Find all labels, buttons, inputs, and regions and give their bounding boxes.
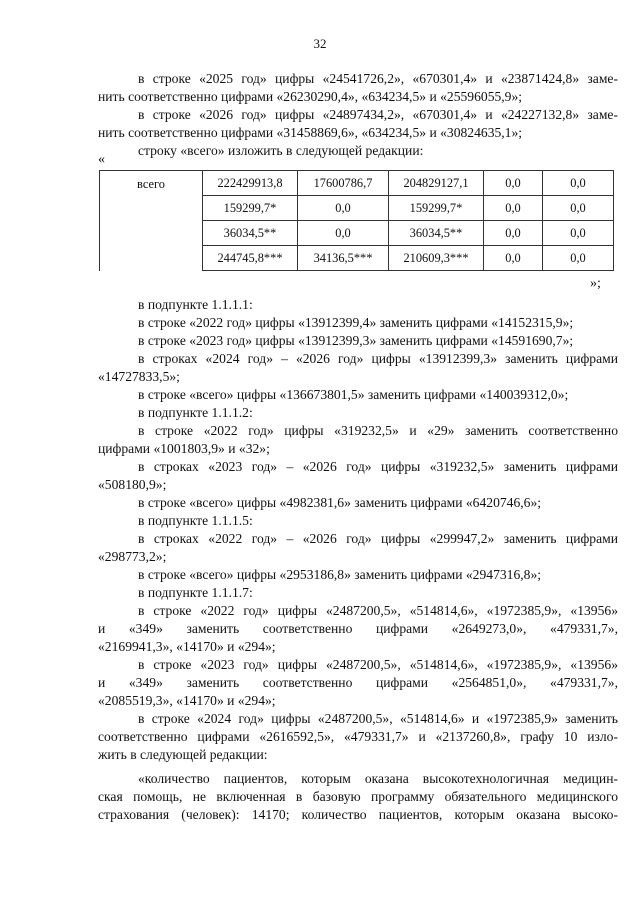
paragraph-line: «508180,9»; [98, 477, 167, 492]
paragraph-line: нить соответственно цифрами «26230290,4», «634234,5» и «25596055,9»; [98, 89, 523, 104]
paragraph-line: жить в следующей редакции: [98, 747, 268, 762]
paragraph-line: в строке «2022 год» цифры «319232,5» и «29» заменить соответственно [138, 423, 618, 438]
paragraph-line: соответственно цифрами «2616592,5», «479331,7» и «2137260,8», графу 10 изло- [98, 729, 618, 744]
paragraph-line: в строке «2022 год» цифры «2487200,5», «514814,6», «1972385,9», «13956» [138, 603, 618, 618]
table-cell: 34136,5*** [298, 246, 389, 271]
paragraph-line: цифрами «1001803,9» и «32»; [98, 441, 270, 456]
paragraph-line: нить соответственно цифрами «31458869,6», «634234,5» и «30824635,1»; [98, 125, 523, 140]
paragraph-line: в подпункте 1.1.1.2: [138, 405, 253, 420]
table-cell: 0,0 [543, 246, 614, 271]
table-cell: 222429913,8 [203, 171, 298, 196]
paragraph-line: в строке «всего» цифры «2953186,8» заменить цифрами «2947316,8»; [138, 567, 542, 582]
paragraph-line: строку «всего» изложить в следующей редакции: [138, 143, 424, 158]
table-cell: 0,0 [484, 196, 543, 221]
paragraph-line: ская помощь, не включенная в базовую программу обязательного медицинского [98, 789, 618, 804]
table-cell: 0,0 [543, 171, 614, 196]
paragraph-line: в строках «2023 год» – «2026 год» цифры «319232,5» заменить цифрами [138, 459, 618, 474]
paragraph-line: в подпункте 1.1.1.7: [138, 585, 253, 600]
paragraph-line: «2085519,3», «14170» и «294»; [98, 693, 276, 708]
paragraph-line: в строках «2024 год» – «2026 год» цифры «13912399,3» заменить цифрами [138, 351, 618, 366]
paragraph-line: «количество пациентов, которым оказана высокотехнологичная медицин- [138, 771, 618, 786]
table-cell: 0,0 [484, 221, 543, 246]
table-cell: 159299,7* [203, 196, 298, 221]
table-cell: 0,0 [543, 221, 614, 246]
table-row [100, 171, 614, 196]
paragraph-line: страхования (человек): 14170; количество пациентов, которым оказана высоко- [98, 807, 618, 822]
table-cell: 36034,5** [389, 221, 484, 246]
page-number: 32 [313, 36, 327, 51]
table-cell: 0,0 [484, 171, 543, 196]
paragraph-line: в строке «всего» цифры «136673801,5» заменить цифрами «140039312,0»; [138, 387, 569, 402]
paragraph-line: и «349» заменить соответственно цифрами «2564851,0», «479331,7», [98, 675, 618, 690]
table-cell: 244745,8*** [203, 246, 298, 271]
paragraph-line: «2169941,3», «14170» и «294»; [98, 639, 276, 654]
paragraph-line: в строке «2025 год» цифры «24541726,2», «670301,4» и «23871424,8» заме- [138, 71, 618, 86]
table-cell: 0,0 [298, 221, 389, 246]
paragraph-line: и «349» заменить соответственно цифрами «2649273,0», «479331,7», [98, 621, 618, 636]
paragraph-line: «298773,2»; [98, 549, 167, 564]
table-cell: 0,0 [543, 196, 614, 221]
row-label: всего [100, 171, 203, 271]
table-cell: 204829127,1 [389, 171, 484, 196]
open-quote: « [98, 152, 105, 167]
close-quote: »; [590, 276, 601, 291]
paragraph-line: в строке «2022 год» цифры «13912399,4» заменить цифрами «14152315,9»; [138, 315, 574, 330]
paragraph-line: «14727833,5»; [98, 369, 180, 384]
paragraph-line: в подпункте 1.1.1.5: [138, 513, 253, 528]
paragraph-line: в строке «2023 год» цифры «2487200,5», «514814,6», «1972385,9», «13956» [138, 657, 618, 672]
paragraph-line: в строке «2026 год» цифры «24897434,2», «670301,4» и «24227132,8» заме- [138, 107, 618, 122]
paragraph-line: в строке «2024 год» цифры «2487200,5», «514814,6» и «1972385,9» заменить [138, 711, 618, 726]
table-cell: 0,0 [484, 246, 543, 271]
table-cell: 17600786,7 [298, 171, 389, 196]
paragraph-line: в подпункте 1.1.1.1: [138, 297, 253, 312]
paragraph-line: в строке «всего» цифры «4982381,6» заменить цифрами «6420746,6»; [138, 495, 542, 510]
table-cell: 0,0 [298, 196, 389, 221]
paragraph-line: в строках «2022 год» – «2026 год» цифры «299947,2» заменить цифрами [138, 531, 618, 546]
paragraph-line: в строке «2023 год» цифры «13912399,3» заменить цифрами «14591690,7»; [138, 333, 574, 348]
table-cell: 210609,3*** [389, 246, 484, 271]
table-cell: 159299,7* [389, 196, 484, 221]
amendment-table [99, 170, 614, 271]
table-cell: 36034,5** [203, 221, 298, 246]
